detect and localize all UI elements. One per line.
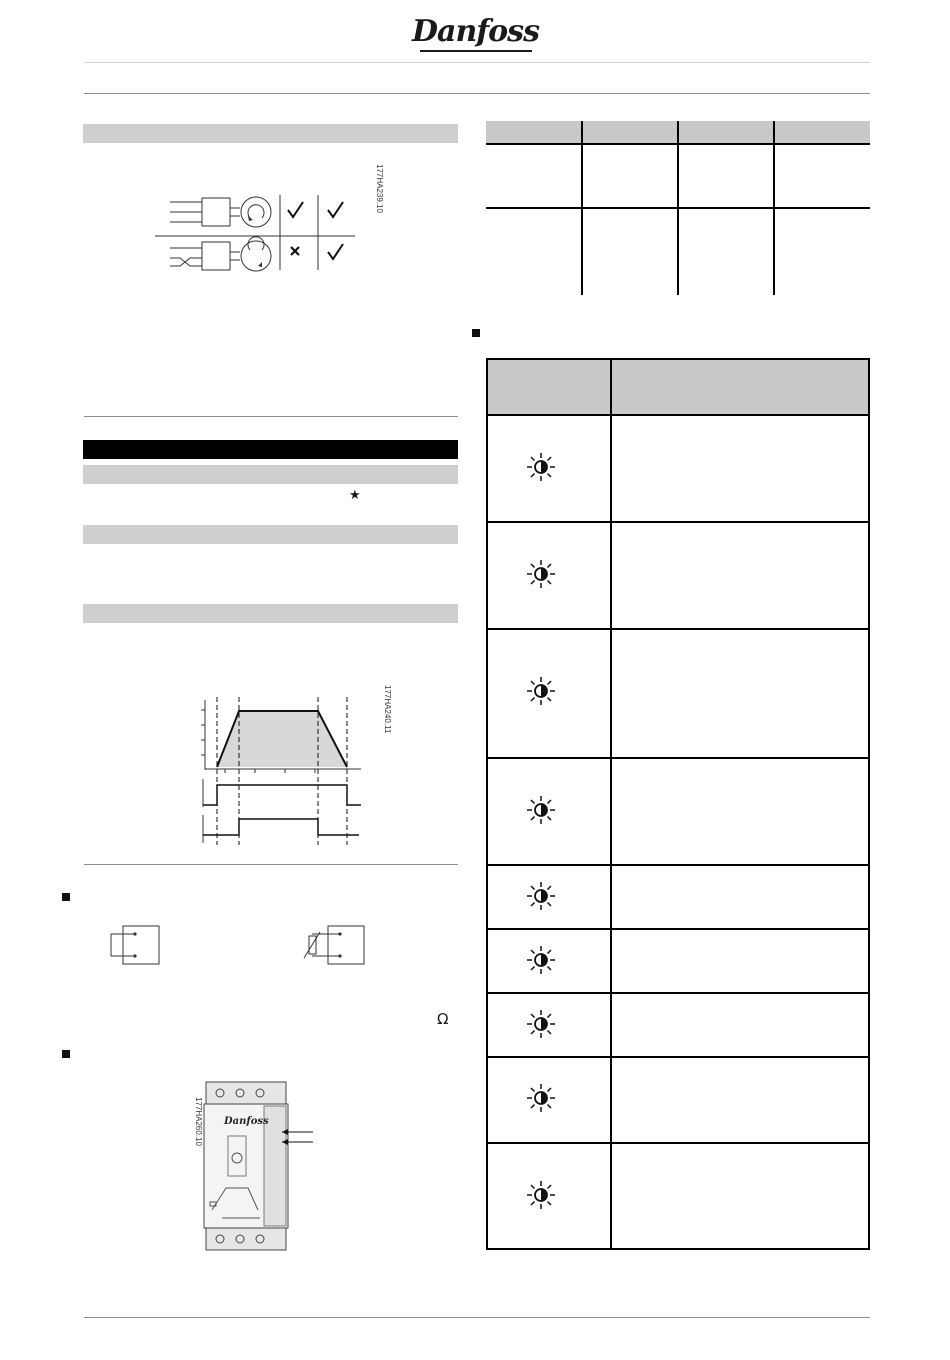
figure-code-phase: 177HA239.10 [375, 164, 384, 213]
ohm-symbol: Ω [437, 1010, 449, 1028]
header-rule-top [84, 62, 870, 63]
led-indicator-icon [526, 945, 556, 975]
specification-table [486, 121, 870, 295]
check-icon [288, 202, 303, 217]
led-indicator-icon [526, 1083, 556, 1113]
led-table-header [488, 360, 868, 416]
check-icon [328, 244, 343, 259]
led-indicator-icon [526, 559, 556, 589]
default-star-icon: ★ [349, 488, 361, 503]
contact-diagram [105, 922, 165, 967]
cross-icon [291, 247, 299, 255]
section-heading-bar-2 [83, 525, 458, 544]
figure-code-ramp: 177HA240.11 [383, 685, 392, 734]
led-indicator-icon [526, 676, 556, 706]
led-indicator-icon [526, 1180, 556, 1210]
figure-code-unit: 177HA260.10 [194, 1097, 203, 1146]
led-indicator-icon [526, 881, 556, 911]
section-heading-bar-3 [83, 604, 458, 623]
soft-starter-unit-illustration [198, 1080, 323, 1252]
svg-text:Danfoss: Danfoss [224, 1116, 269, 1127]
section-heading-bar-phase [83, 124, 458, 143]
brand-logo: Danfoss [412, 14, 539, 49]
thermistor-diagram [300, 922, 370, 967]
phase-sequence-diagram [150, 180, 365, 275]
section-divider [84, 416, 458, 417]
square-bullet-icon [62, 893, 70, 901]
check-icon [328, 202, 343, 217]
footer-rule [84, 1317, 870, 1318]
square-bullet-icon [472, 329, 480, 337]
ramp-diagram [195, 695, 370, 850]
header-rule [84, 93, 870, 94]
brand-logo-underline [420, 50, 532, 52]
section-heading-bar-1 [83, 465, 458, 484]
led-indicator-icon [526, 795, 556, 825]
section-divider-2 [84, 864, 458, 865]
square-bullet-icon [62, 1050, 70, 1058]
section-heading-bar-black [83, 440, 458, 459]
led-indicator-icon [526, 1009, 556, 1039]
led-indicator-icon [526, 452, 556, 482]
